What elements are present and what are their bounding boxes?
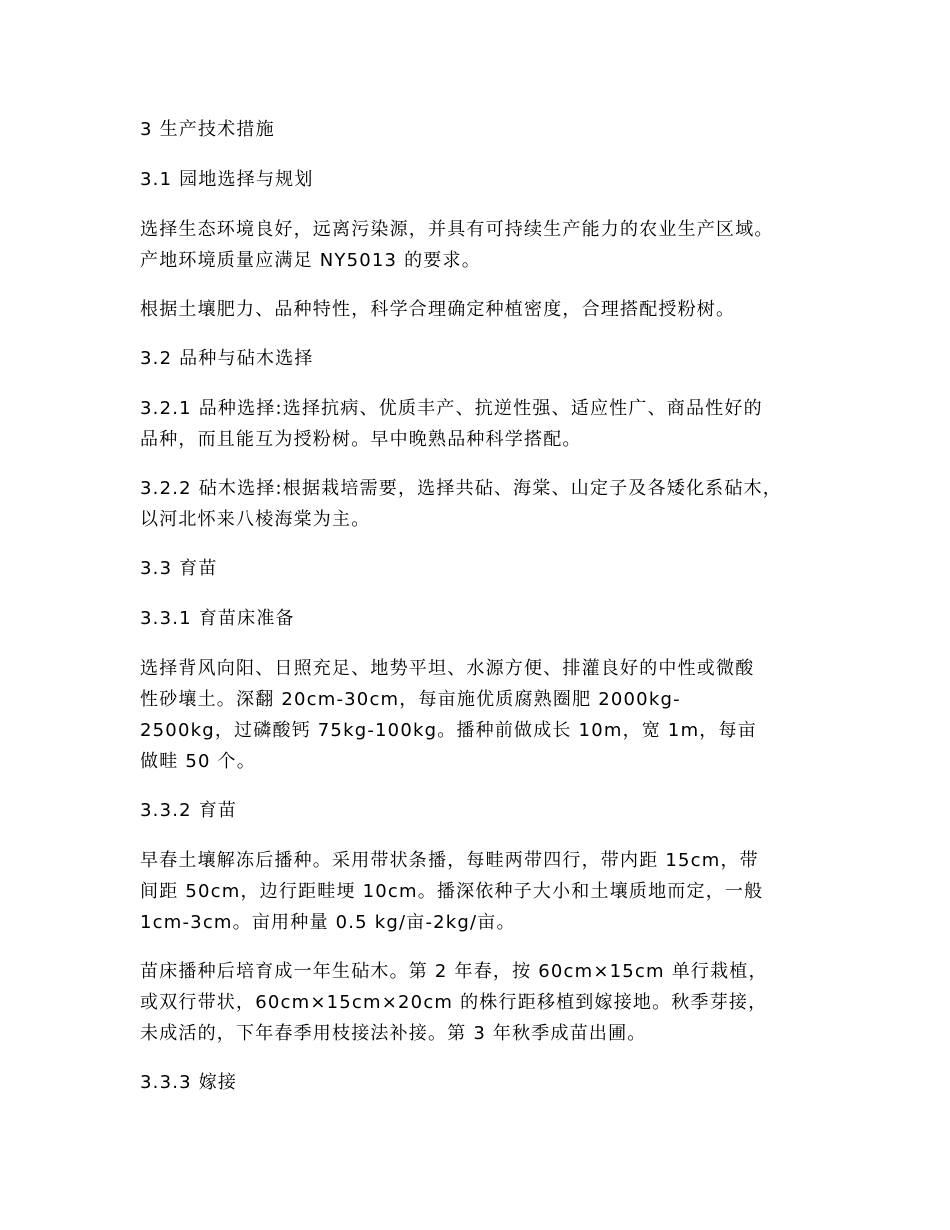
paragraph-line: 做畦 50 个。 [140,751,256,772]
paragraph-line: 3.2.1 品种选择:选择抗病、优质丰产、抗逆性强、适应性广、商品性好的 [140,398,763,419]
paragraph-line: 3.2.2 砧木选择:根据栽培需要，选择共砧、海棠、山定子及各矮化系砧木， [140,478,782,499]
paragraph-line: 根据土壤肥力、品种特性，科学合理确定种植密度，合理搭配授粉树。 [140,299,736,320]
paragraph [140,214,840,276]
paragraph-line: 早春土壤解冻后播种。采用带状条播，每畦两带四行，带内距 15cm，带 [140,850,759,871]
paragraph-line: 未成活的，下年春季用枝接法补接。第 3 年秋季成苗出圃。 [140,1023,647,1044]
paragraph-line: 性砂壤土。深翻 20cm-30cm，每亩施优质腐熟圈肥 2000kg- [140,689,681,710]
subsection-heading: 3.2 品种与砧木选择 [140,348,314,369]
subsubsection-heading: 3.3.1 育苗床准备 [140,608,295,629]
subsubsection-heading: 3.3.2 育苗 [140,800,238,821]
paragraph [140,473,840,535]
subsubsection-heading: 3.3.3 嫁接 [140,1072,238,1093]
paragraph [140,294,840,325]
paragraph-line: 以河北怀来八棱海棠为主。 [140,509,371,530]
paragraph-line: 选择生态环境良好，远离污染源，并具有可持续生产能力的农业生产区域。 [140,219,774,240]
paragraph-line: 苗床播种后培育成一年生砧木。第 2 年春，按 60cm×15cm 单行栽植， [140,961,768,982]
paragraph [140,956,840,1049]
paragraph-line: 品种，而且能互为授粉树。早中晚熟品种科学搭配。 [140,429,582,450]
paragraph-line: 2500kg，过磷酸钙 75kg-100kg。播种前做成长 10m，宽 1m，每亩 [140,720,757,741]
paragraph-line: 或双行带状，60cm×15cm×20cm 的株行距移植到嫁接地。秋季芽接， [140,992,768,1013]
subsection-heading: 3.1 园地选择与规划 [140,169,314,190]
subsection-heading: 3.3 育苗 [140,558,218,579]
paragraph-line: 选择背风向阳、日照充足、地势平坦、水源方便、排灌良好的中性或微酸 [140,658,755,679]
paragraph-line: 产地环境质量应满足 NY5013 的要求。 [140,250,481,271]
section-heading: 3 生产技术措施 [140,119,275,140]
paragraph [140,653,840,777]
paragraph-line: 1cm-3cm。亩用种量 0.5 kg/亩-2kg/亩。 [140,912,516,933]
paragraph [140,845,840,938]
document-page [140,114,840,1117]
paragraph-line: 间距 50cm，边行距畦埂 10cm。播深依种子大小和土壤质地而定，一般 [140,881,764,902]
paragraph [140,393,840,455]
